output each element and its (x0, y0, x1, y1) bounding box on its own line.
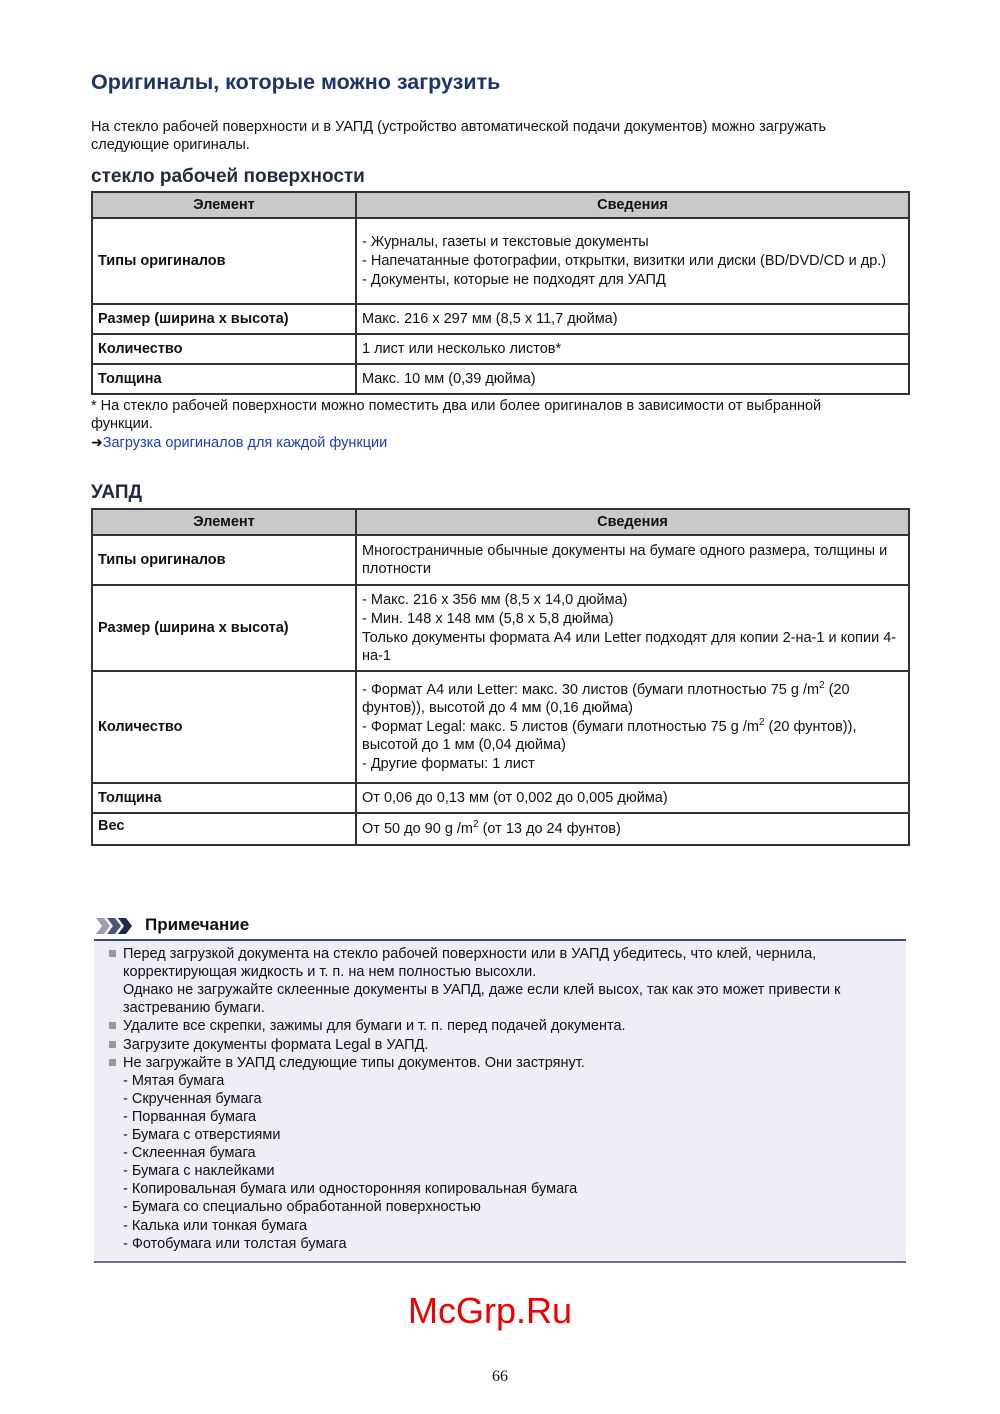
note-line: - Склеенная бумага (123, 1145, 256, 1162)
note-heading: Примечание (145, 915, 250, 934)
note-line: Не загружайте в УАПД следующие типы документов. Они застрянут. (123, 1054, 585, 1071)
note-line: Удалите все скрепки, зажимы для бумаги и т. п. перед подачей документа. (123, 1018, 626, 1035)
table-row (92, 671, 909, 783)
value-line (362, 233, 903, 251)
text-segment: Макс. 10 мм (0,39 дюйма) (362, 371, 536, 387)
note-line: - Бумага с наклейками (123, 1163, 275, 1180)
bullet-icon (109, 1022, 116, 1029)
note-line: - Бумага с отверстиями (123, 1127, 281, 1143)
row-label: Толщина (92, 783, 356, 813)
row-value (356, 364, 909, 394)
text-segment: (20 фунтов)), высотой до 4 мм (0,16 дюйма) (362, 682, 850, 716)
value-line (362, 681, 903, 717)
text-segment: Макс. 216 x 297 мм (8,5 x 11,7 дюйма) (362, 311, 618, 327)
row-label: Количество (92, 671, 356, 783)
header-row (92, 509, 909, 535)
value-line (362, 271, 903, 289)
table-row (92, 535, 909, 585)
table-row (92, 813, 909, 845)
row-value (356, 535, 909, 585)
note-line: корректирующая жидкость и т. п. на нем полностью высохли. (123, 964, 537, 981)
note-line: - Фотобумага или толстая бумага (123, 1235, 347, 1252)
table-row (92, 218, 909, 304)
superscript: 2 (819, 680, 825, 692)
value-line (362, 820, 903, 838)
text-segment: От 50 до 90 g /m (362, 821, 474, 837)
row-label: Типы оригиналов (92, 535, 356, 585)
note-line: - Скрученная бумага (123, 1090, 262, 1107)
column-header-element: Элемент (92, 192, 356, 218)
content-flow (91, 191, 910, 846)
row-label: Толщина (92, 364, 356, 394)
text-segment: Многостраничные обычные документы на бумаге одного размера, толщины и плотности (362, 543, 888, 577)
superscript: 2 (758, 717, 765, 729)
note-line: - Калька или тонкая бумага (123, 1217, 308, 1234)
note-line: - Порванная бумага (123, 1108, 257, 1125)
bullet-icon (109, 1059, 116, 1066)
table-row (92, 364, 909, 394)
note-line: застреванию бумаги. (123, 1000, 265, 1017)
text-segment: От 0,06 до 0,13 мм (от 0,002 до 0,005 дюйма) (362, 790, 668, 806)
row-label: Размер (ширина x высота) (92, 585, 356, 671)
text-segment: - Другие форматы: 1 лист (362, 756, 535, 772)
value-line (362, 718, 903, 754)
footnote (91, 397, 910, 452)
table-row (92, 783, 909, 813)
table-row (92, 304, 909, 334)
value-line (362, 340, 903, 358)
text-segment: Только документы формата A4 или Letter подходят для копии 2-на-1 и копии 4-на-1 (362, 630, 897, 664)
adf-table (91, 508, 910, 846)
value-line (362, 789, 903, 807)
page-title: Оригиналы, которые можно загрузить (91, 70, 501, 94)
row-label: Размер (ширина x высота) (92, 304, 356, 334)
note-line: Загрузите документы формата Legal в УАПД. (123, 1036, 429, 1053)
note-line: Однако не загружайте склеенные документы в УАПД, даже если клей высох, так как это может привести к (123, 982, 841, 999)
value-line (362, 591, 903, 609)
text-segment: - Макс. 216 x 356 мм (8,5 x 14,0 дюйма) (362, 592, 628, 608)
value-line (362, 252, 903, 270)
row-value (356, 783, 909, 813)
row-value (356, 585, 909, 671)
bullet-icon (109, 950, 116, 957)
intro-line: следующие оригиналы. (91, 137, 250, 153)
link-load-originals[interactable] (91, 433, 910, 452)
note-line: - Копировальная бумага или односторонняя копировальная бумага (123, 1181, 578, 1198)
value-line (362, 755, 903, 773)
row-value (356, 334, 909, 364)
value-line (362, 542, 903, 578)
header-row (92, 192, 909, 218)
arrow-right-icon: ➜ (91, 434, 103, 450)
row-value (356, 218, 909, 304)
row-label: Типы оригиналов (92, 218, 356, 304)
text-segment: - Напечатанные фотографии, открытки, визитки или диски (BD/DVD/CD и др.) (362, 253, 887, 269)
text-segment: (20 фунтов)), высотой до 1 мм (0,04 дюйма) (362, 719, 857, 753)
watermark: McGrp.Ru (408, 1290, 573, 1331)
column-header-details: Сведения (356, 192, 909, 218)
value-line (362, 370, 903, 388)
text-segment: - Документы, которые не подходят для УАПД (362, 272, 666, 288)
footnote-line: функции. (91, 416, 153, 432)
column-header-element: Элемент (92, 509, 356, 535)
note-line: Перед загрузкой документа на стекло рабочей поверхности или в УАПД убедитесь, что клей, чернила, (123, 946, 817, 962)
value-line (362, 310, 903, 328)
link-text[interactable]: Загрузка оригиналов для каждой функции (102, 435, 388, 451)
row-label: Вес (92, 813, 356, 845)
row-value (356, 671, 909, 783)
text-segment: 1 лист или несколько листов* (362, 341, 562, 357)
note-line: - Мятая бумага (123, 1072, 225, 1089)
page-number: 66 (492, 1368, 508, 1385)
intro-line: На стекло рабочей поверхности и в УАПД (устройство автоматической подачи документов) можно загружать (91, 119, 827, 135)
table-row (92, 334, 909, 364)
text-segment: - Формат A4 или Letter: макс. 30 листов (бумаги плотностью 75 g /m (362, 682, 820, 698)
column-header-details: Сведения (356, 509, 909, 535)
footnote-line: * На стекло рабочей поверхности можно поместить два или более оригиналов в зависимости от выбранной (91, 398, 822, 414)
section-heading-glass: стекло рабочей поверхности (91, 166, 365, 187)
chevrons-icon (96, 918, 136, 934)
text-segment: - Мин. 148 x 148 мм (5,8 x 5,8 дюйма) (362, 611, 614, 627)
row-value (356, 304, 909, 334)
text-segment: - Журналы, газеты и текстовые документы (362, 234, 649, 250)
section-heading-adf: УАПД (91, 482, 143, 503)
bullet-icon (109, 1041, 116, 1048)
intro (91, 118, 826, 154)
glass-table (91, 191, 910, 395)
value-line (362, 610, 903, 628)
text-segment: - Формат Legal: макс. 5 листов (бумаги плотностью 75 g /m (362, 719, 759, 735)
text-segment: (от 13 до 24 фунтов) (478, 821, 621, 837)
note-line: - Бумага со специально обработанной поверхностью (123, 1199, 481, 1216)
superscript: 2 (473, 819, 479, 831)
value-line (362, 629, 903, 665)
row-value (356, 813, 909, 845)
row-label: Количество (92, 334, 356, 364)
table-row (92, 585, 909, 671)
